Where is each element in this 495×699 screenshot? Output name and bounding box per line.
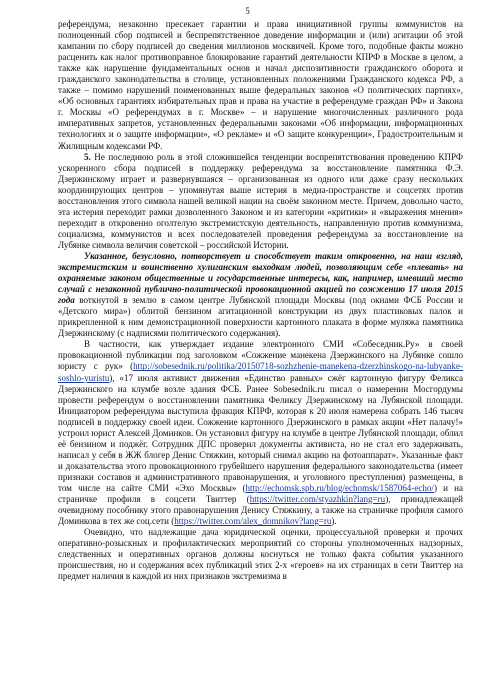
echo-moskvy-link[interactable]: http://echomsk.spb.ru/blog/echomsk/1587064-echo/: [245, 482, 434, 493]
document-body: [58, 19, 463, 582]
paragraph-1: референдума, незаконно пресекает гарантии и права инициативной группы коммунистов на полноценный сбор подписей и беспрепятственное доведение информации и (или) агитации об этой кампании по сбору подписей до сведения миллионов москвичей. Кроме того, подобные факты можно расценить как налог противоправное блокирование гарантий деятельности КПРФ в Москве в целом, а также как нарушение фундаментальных основ и начал диспозитивности гражданского оборота и гражданского законодательства в столице, установленных положениями Гражданского кодекса РФ, а также – помимо нарушений поименованных выше федеральных законов «О политических партиях», «Об основных гарантиях избирательных прав и права на участие в референдуме граждан РФ» и Закона г. Москвы «О референдумах в г. Москве» – и нарушение многочисленных различного рода императивных запретов, установленных федеральными законами «Об информации, информационных технологиях и о защите информации», «О рекламе» и «О защите конкуренции», Градостроительным и Жилищным кодексами РФ.: [58, 19, 463, 151]
paragraph-3-emphasis: Указанное, безусловно, потворствует и способствует таким откровенно, на наш взгляд, экстремистским и воинственно хулиганским выходкам людей, позволяющим себе «плевать» на охраняемые законом общественные и государственные интересы, как, например, имевший место случай с незаконной публично-политической провокационной акцией по сожжению 17 июля 2015 года: [58, 250, 463, 306]
paragraph-4-text-e: ).: [331, 516, 337, 527]
paragraph-4-text-d: ), принадлежащей очевидному пособнику этого правонарушения Денису Стяжкину, а также на страничке профиля самого Доминкова в тех же соц.сети (: [58, 494, 463, 527]
page-number: 5: [245, 6, 250, 16]
paragraph-3: [58, 251, 463, 339]
sobesednik-link[interactable]: http://sobesednik.ru/politika/20150718-sozhzhenie-manekena-dzerzhinskogo-na-lubyanke-soshlo-yuristu: [58, 361, 463, 383]
paragraph-5: Очевидно, что надлежащие дача юридической оценки, процессуальной проверки и прочих оперативно-розыскных и профилактических мероприятий со стороны уполномоченных надзорных, следственных и оперативных органов должны коснуться не только факта события указанного происшествия, но и содержания всех публикаций этих 2-х «героев» на их страницах в сети Твиттер на предмет наличия в каждой из них признаков экстремизма в: [58, 527, 463, 582]
paragraph-3-text: воткнутой в землю в самом центре Лубянской площади Москвы (под окнами ФСБ России и «Детского мира») облитой бензином агитационной конструкции из двух пластиковых палок и прикрепленной к ним демонстрационной поверхности картонного плаката в форме муляжа памятника Дзержинскому (с надписями политического содержания).: [58, 295, 463, 339]
paragraph-2: [58, 152, 463, 251]
paragraph-4: [58, 339, 463, 527]
paragraph-4-text-b: ), «17 июля активист движения «Единство равных» сжёг картонную фигуру Феликса Дзержинского на клумбе возле здания ФСБ. Ранее Sobesednik.ru писал о намерении Мосгордумы провести референдум о восстановлении памятника Феликсу Дзержинскому на Лубянской площади. Инициатором референдума выступила фракция КПРФ, которая к 20 июля намерена собрать 146 тысяч подписей в поддержку своей идеи. Сожжение картонного Дзержинского в рамках акции «Нет палачу!» устроил юрист Алексей Доминков. Он установил фигуру на клумбе в центре Лубянской площади, облил её бензином и поджёг. Сотрудник ДПС проверил документы активиста, но не стал его задерживать, написал у себя в ЖЖ блогер Денис Стяжкин, который снимал акцию на фотоаппарат». Указанные факт и доказательства этого провокационного грубейшего нарушения федерального законодательства (имеет признаки составов и административного правонарушения, и уголовного преступления) размещены, в том числе на сайте СМИ «Эхо Москвы» (: [58, 372, 463, 493]
paragraph-4-text-a: В частности, как утверждает издание электронного СМИ «Собеседник.Ру» в своей провокационной публикации под заголовком «Сожжение манекена Дзержинского на Лубянке сошло юристу с рук» (: [58, 339, 463, 372]
paragraph-4-text-c: ) и на страничке профиля в соцсети Твиттер (: [58, 482, 463, 505]
twitter-domnikov-link[interactable]: https://twitter.com/alex_domnikov?lang=ru: [174, 516, 332, 527]
paragraph-2-text: Не последнюю роль в этой сложившейся тенденции воспрепятствования проведению КПРФ ускоренного сбора подписей в поддержку референдума за восстановление памятника Ф.Э. Дзержинскому играет и развернувшаяся – организованная из одного или даже сразу нескольких координирующих центров – упомянутая выше истерия в медиа-пространстве и соцсетях против восстановления этого символа нашей великой нации на своём законном месте. Причем, довольно часто, эта истерия переходит рамки дозволенного Законом и из категории «критики» и «выражения мнения» переходит в откровенно оголтелую экстремистскую деятельность, направленную против коммунизма, социализма, коммунистов и всех последователей проведения референдума за восстановление на Лубянке символа величия советской – российской Истории.: [58, 151, 463, 250]
paragraph-2-number: 5.: [84, 151, 91, 162]
twitter-styazhkin-link[interactable]: https://twitter.com/styazhkin?lang=ru: [249, 494, 386, 505]
